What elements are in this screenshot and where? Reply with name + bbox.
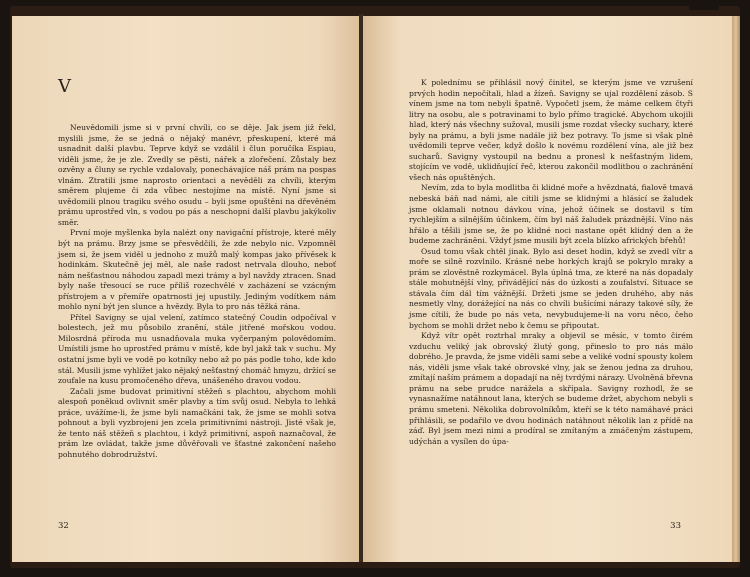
bookmark-ribbon <box>689 0 719 10</box>
chapter-heading: V <box>58 76 72 97</box>
paragraph: Když vítr opět roztrhal mraky a objevil se měsíc, v tomto čirém vzduchu veliký jak obrovský žlutý gong, přineslo to pro nás málo dobrého. Je pravda, že jsme viděli sami sebe a veliké vodní spousty kolem nás, viděli jsme však také obrovské vlny, jak se ženou jedna za druhou, zmítají naším prámem a dopadají na něj tvrdými nárazy. Uvolněná břevna prámu na sebe prudce narážela a skřípala. Savigny rozhodl, že se vynasnažíme natáhnout lana, kterých se budeme držet, abychom nebyli s prámu smeteni. Několika dobrovolníkům, kteří se k této namáhavé práci přihlásili, se podařilo ve dvou hodinách natáhnout několik lan z přídě na záď. Byl jsem mezi nimi a prodíral se zmítaným a zmáčeným zástupem, udýchán a vysílen do úpa- <box>409 331 694 446</box>
paragraph: Nevím, zda to byla modlitba či klidné moře a hvězdnatá, fialově tmavá nebeská báň nad námi, ale cítili jsme se klidnými a hlásící se žaludek jsme oklamali notnou dávkou vína, jehož účinek se dostavil s tím rychlejším a silnějším účinkem, čím byl náš žaludek prázdnější. Víno nás hřálo a těšili jsme se, že po klidné noci nastane opět klidný den a že budeme zachráněni. Vždyť jsme musili být zcela blízko afrických břehů! <box>409 183 693 246</box>
book-spread <box>10 6 740 568</box>
paragraph: Osud tomu však chtěl jinak. Bylo asi deset hodin, když se zvedl vítr a moře se silně rozvlnilo. Krásné nebe horkých krajů se pokrylo mraky a prám se zlověstně rozkymácel. Byla úplná tma, ze které na nás dopadaly stále mohutnější vlny, přivádějící nás do úzkosti a zoufalství. Situace se stávala čím dál tím vážnější. Držeti jsme se jeden druhého, aby nás nesmetly vlny, dorážející na nás co chvíli bušícími nárazy takové síly, že jsme cítili, že bude po nás veta, nevybudujeme-li na voru něco, čeho bychom se mohli držet nebo k čemu se připoutat. <box>409 246 693 330</box>
page-edges <box>732 16 740 562</box>
right-page-text <box>409 78 693 447</box>
paragraph: Neuvědomili jsme si v první chvíli, co se děje. Jak jsem již řekl, myslili jsme, že se jedná o nějaký manévr, přeskupení, které má usnadnit další plavbu. Teprve když se vzdálil i člun poručíka Espiau, viděli jsme, že je zle. Zvedly se pěsti, nářek a zlořečení. Zůstaly bez ozvěny a čluny se rychle vzdalovaly, ponechávajíce náš prám na pospas vlnám. Ztratili jsme naprosto orientaci a nevěděli za chvíli, kterým směrem plujeme či zda vůbec nestojíme na místě. Nyní jsme si uvědomili plnou tragiku svého osudu – byli jsme opuštěni na dřevěném prámu uprostřed vln, s vodou po pás a neschopni další plavbu jakýkoliv směr. <box>58 123 336 227</box>
left-page-text <box>58 123 336 461</box>
page-number: 33 <box>670 521 681 531</box>
page-number: 32 <box>58 521 69 531</box>
paragraph: První moje myšlenka byla nalézt ony navigační přístroje, které měly být na prámu. Brzy jsme se přesvědčili, že zde nebylo nic. Vzpomněl jsem si, že jsem viděl u jednoho z mužů malý kompas jako přívěsek k hodinkám. Skutečně jej měl, ale naše radost netrvala dlouho, neboť nám nešťastnou náhodou zapadl mezi trámy a byl navždy ztracen. Snad byly naše třesoucí se ruce příliš rozechvělé v zacházení se vzácným přístrojem a v přemíře opatrnosti jej upustily. Jediným vodítkem nám mohlo nyní být jen slunce a hvězdy. Byla to pro nás těžká rána. <box>58 228 336 312</box>
paragraph: K polednímu se přihlásil nový činitel, se kterým jsme ve vzrušení prvých hodin nepočítali, hlad a žízeň. Savigny se ujal rozdělení zásob. S vínem jsme na tom nebyli špatně. Vypočetl jsem, že máme celkem čtyři litry na osobu, ale s potravinami to bylo přímo tragické. Abychom ukojili hlad, který nás všechny sužoval, musili jsme rozdat všecky suchary, které byly na prámu, a byli jsme nadále již bez potravy. To jsme si však plně uvědomili teprve večer, když došlo k novému rozdělení vína, ale již bez sucharů. Savigny vystoupil na bednu a pronesl k nešťastným lidem, stojícím ve vodě, uklidňující řeč, kterou zakončil modlitbou o zachránění všech nás opuštěných. <box>409 78 693 182</box>
paragraph: Začali jsme budovat primitivní stěžeň s plachtou, abychom mohli alespoň poněkud ovlivnit směr plavby a tím svůj osud. Nebyla to lehká práce, uvážíme-li, že jsme byli namačkáni tak, že jsme se mohli sotva pohnout a byli vyzbrojeni jen zcela primitivními nástroji. Jisté však je, že tento náš stěžeň s plachtou, i když primitivní, aspoň naznačoval, že prám lze ovládat, takže jsme důvěřovali ve šťastné zakončení našeho pohnutého dobrodružství. <box>58 386 336 459</box>
left-page <box>12 16 360 562</box>
right-page <box>363 16 733 562</box>
paragraph: Přítel Savigny se ujal velení, zatímco statečný Coudin odpočíval v bolestech, jež mu působilo zranění, stále jitřené mořskou vodou. Milosrdná příroda mu usnadňovala muka vyčerpaným polovědomím. Umístili jsme ho uprostřed prámu v místě, kde byl jakž tak v suchu. My ostatní jsme byli ve vodě po kotníky nebo až po pás podle toho, kde kdo stál. Musili jsme vyhlížet jako nějaký nešťastný chomáč hmyzu, držící se zoufale na kusu promočeného dřeva, unášeného dravou vodou. <box>58 312 336 386</box>
